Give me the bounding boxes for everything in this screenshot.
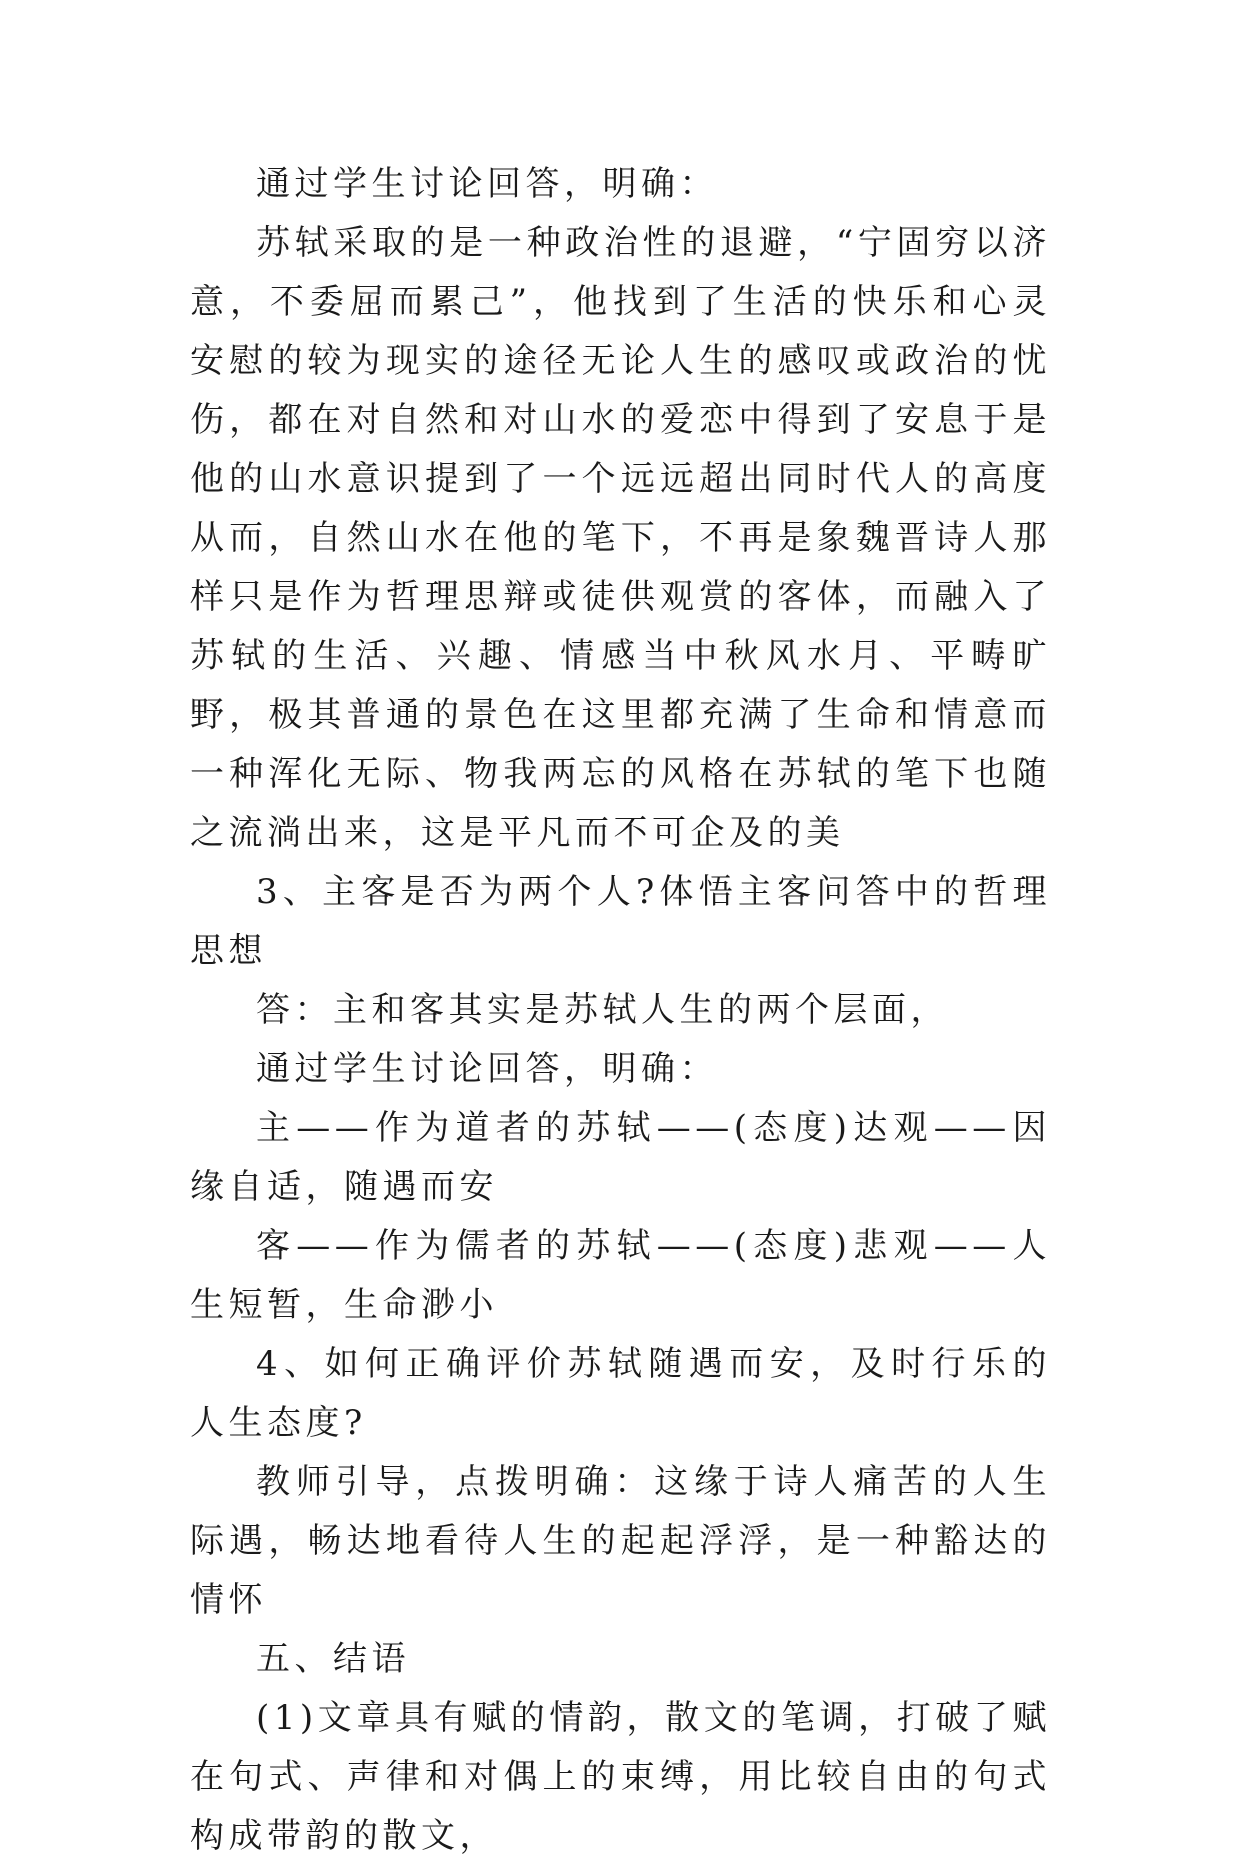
paragraph-discussion-intro: 通过学生讨论回答，明确： bbox=[256, 164, 718, 204]
paragraph-answer-3: 答：主和客其实是苏轼人生的两个层面， bbox=[256, 990, 949, 1030]
paragraph-conclusion-1: (1)文章具有赋的情韵，散文的笔调，打破了赋在句式、声律和对偶上的束缚，用比较自由的句式构成带韵的散文， bbox=[190, 1698, 1051, 1856]
paragraph-host: 主——作为道者的苏轼——(态度)达观——因缘自适，随遇而安 bbox=[190, 1108, 1051, 1207]
paragraph-discussion-intro-2: 通过学生讨论回答，明确： bbox=[256, 1049, 718, 1089]
paragraph-question-4: 4、如何正确评价苏轼随遇而安，及时行乐的人生态度? bbox=[190, 1344, 1051, 1443]
paragraph-teacher-guidance: 教师引导，点拨明确：这缘于诗人痛苦的人生际遇，畅达地看待人生的起起浮浮，是一种豁达的情怀 bbox=[190, 1462, 1051, 1620]
document-body bbox=[190, 155, 1051, 1866]
paragraph-guest: 客——作为儒者的苏轼——(态度)悲观——人生短暂，生命渺小 bbox=[190, 1226, 1051, 1325]
section-heading-conclusion: 五、结语 bbox=[256, 1639, 410, 1679]
paragraph-sushi-retreat: 苏轼采取的是一种政治性的退避，“宁固穷以济意，不委屈而累己”，他找到了生活的快乐和心灵安慰的较为现实的途径无论人生的感叹或政治的忧伤，都在对自然和对山水的爱恋中得到了安息于是他的山水意识提到了一个远远超出同时代人的高度从而，自然山水在他的笔下，不再是象魏晋诗人那样只是作为哲理思辩或徒供观赏的客体，而融入了苏轼的生活、兴趣、情感当中秋风水月、平畴旷野，极其普通的景色在这里都充满了生命和情意而一种浑化无际、物我两忘的风格在苏轼的笔下也随之流淌出来，这是平凡而不可企及的美 bbox=[190, 223, 1051, 853]
paragraph-question-3: 3、主客是否为两个人?体悟主客问答中的哲理思想 bbox=[190, 872, 1051, 971]
